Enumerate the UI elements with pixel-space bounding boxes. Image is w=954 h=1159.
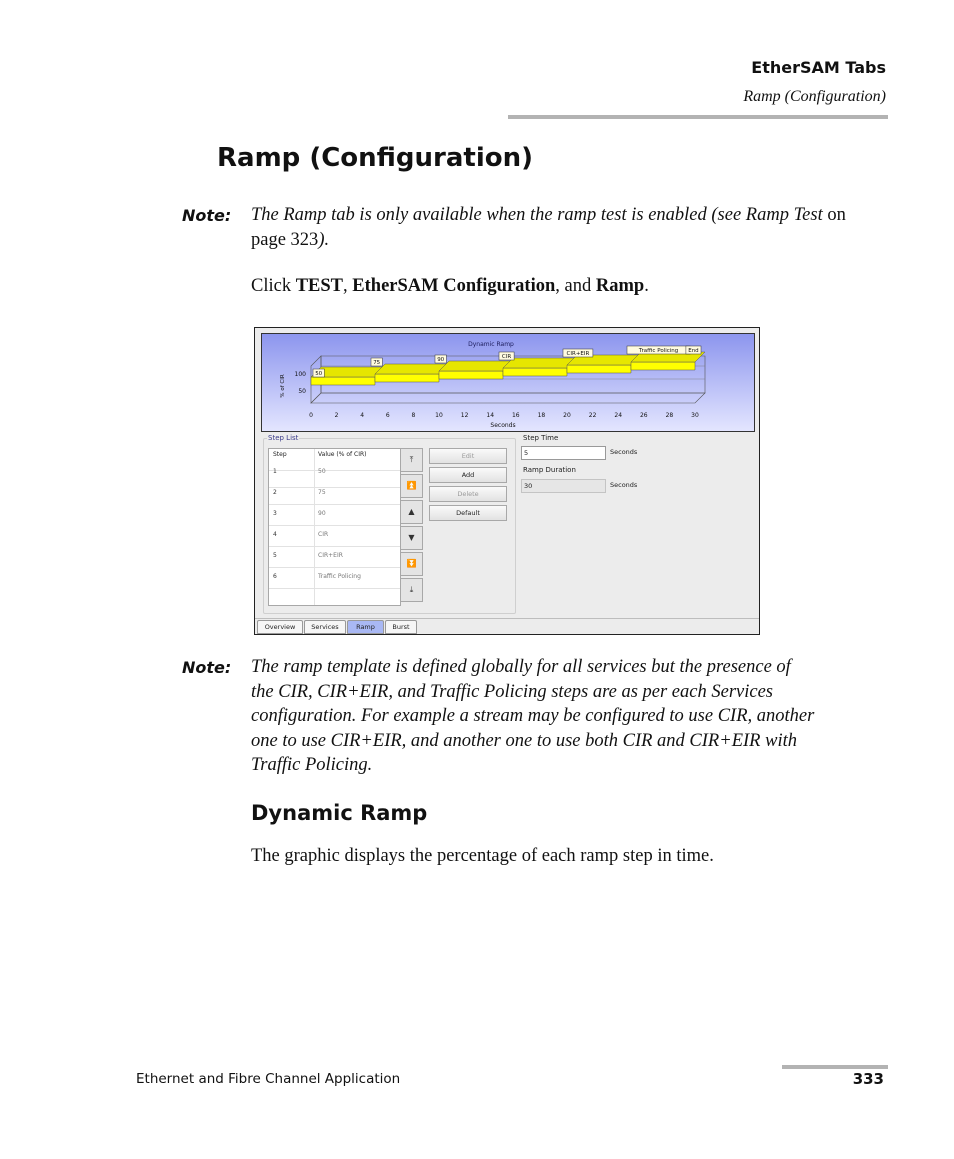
move-up-icon: ▲ (408, 507, 415, 516)
step-label: 75 (373, 360, 381, 366)
note-line: the CIR, CIR+EIR, and Traffic Policing steps are as per each Services (251, 681, 773, 702)
ramp-test-link[interactable]: Ramp Test (745, 205, 823, 225)
section-paragraph: The graphic displays the percentage of each ramp step in time. (251, 846, 714, 866)
tab-services[interactable]: Services (304, 620, 346, 634)
ramp-step-bar (375, 374, 439, 382)
instruction-config: EtherSAM Configuration (352, 276, 556, 296)
step-label: End (688, 348, 699, 354)
y-tick-label: 50 (298, 388, 306, 395)
note-text (251, 655, 891, 778)
edit-button[interactable]: Edit (429, 448, 507, 464)
add-button[interactable]: Add (429, 467, 507, 483)
chart-ylabel: % of CIR (280, 374, 286, 398)
move-bottom-button[interactable] (400, 578, 423, 602)
chart-title: Dynamic Ramp (468, 341, 514, 348)
page-number: 333 (852, 1070, 884, 1088)
x-tick-label: 22 (588, 412, 597, 419)
move-up-fast-button[interactable] (400, 474, 423, 498)
note-line: Traffic Policing. (251, 755, 373, 775)
instruction-sep: , (343, 276, 353, 296)
ramp-tab-screenshot (254, 327, 760, 635)
move-top-icon: ⤒ (409, 455, 414, 464)
tab-ramp[interactable]: Ramp (347, 620, 384, 634)
table-row[interactable] (269, 504, 400, 526)
instruction-text (251, 276, 649, 297)
step-time-input[interactable]: 5 (521, 446, 606, 460)
note-text-end: ). (318, 229, 330, 250)
value-cell: 90 (318, 510, 326, 517)
x-tick-label: 24 (614, 412, 623, 419)
step-label: Traffic Policing (638, 348, 679, 354)
move-top-button[interactable] (400, 448, 423, 472)
ramp-duration-label: Ramp Duration (523, 466, 576, 474)
header-section-title: Ramp (Configuration) (743, 88, 886, 105)
ramp-step-bar (631, 362, 695, 370)
x-tick-label: 2 (334, 412, 339, 419)
instruction-sep: , and (555, 276, 596, 296)
step-time-unit: Seconds (610, 448, 638, 456)
page-reference: on page 323 (251, 205, 846, 250)
tab-burst[interactable]: Burst (385, 620, 417, 634)
step-label: CIR (501, 354, 512, 360)
note-line: The ramp template is defined globally for all services but the presence of (251, 657, 791, 677)
step-cell: 5 (273, 552, 277, 559)
note-label: Note: (182, 206, 232, 225)
note-text (251, 203, 881, 252)
delete-button[interactable]: Delete (429, 486, 507, 502)
y-tick-label: 100 (294, 371, 306, 378)
x-tick-label: 16 (511, 412, 520, 419)
x-tick-label: 8 (411, 412, 416, 419)
header-chapter-title: EtherSAM Tabs (751, 58, 886, 77)
move-bottom-icon: ⤓ (409, 585, 414, 594)
move-down-icon: ▼ (408, 533, 415, 542)
tab-overview[interactable]: Overview (257, 620, 303, 634)
x-tick-label: 6 (385, 412, 390, 419)
step-label: 90 (437, 357, 445, 363)
table-row[interactable] (269, 483, 400, 505)
dynamic-ramp-chart (261, 333, 755, 432)
x-tick-label: 18 (537, 412, 546, 419)
footer-title: Ethernet and Fibre Channel Application (136, 1071, 401, 1087)
step-label: 50 (315, 371, 323, 377)
note-text-part: The Ramp tab is only available when the ramp test is enabled (see (251, 205, 746, 225)
ramp-duration-field: 30 (521, 479, 606, 493)
chart-xlabel: Seconds (490, 422, 516, 429)
value-cell: Traffic Policing (318, 573, 361, 580)
x-tick-label: 28 (665, 412, 674, 419)
step-cell: 4 (273, 531, 277, 538)
move-up-fast-icon: ⏫ (406, 481, 417, 490)
note-label: Note: (182, 658, 232, 677)
instruction-test: TEST (295, 276, 344, 296)
step-cell: 1 (273, 468, 277, 475)
ramp-step-bar-top (439, 361, 513, 371)
ramp-step-bar-top (375, 364, 449, 374)
value-cell: CIR (318, 531, 329, 538)
ramp-step-bar (503, 368, 567, 376)
x-tick-label: 14 (486, 412, 495, 419)
move-down-fast-button[interactable] (400, 552, 423, 576)
section-heading: Dynamic Ramp (251, 801, 428, 825)
step-cell: 3 (273, 510, 277, 517)
column-header-value: Value (% of CIR) (318, 451, 367, 458)
x-tick-label: 20 (563, 412, 571, 419)
page-title: Ramp (Configuration) (217, 143, 534, 173)
move-down-button[interactable] (400, 526, 423, 550)
move-down-fast-icon: ⏬ (406, 559, 417, 568)
default-button[interactable]: Default (429, 505, 507, 521)
x-tick-label: 12 (460, 412, 469, 419)
x-tick-label: 26 (639, 412, 648, 419)
ramp-step-bar (439, 371, 503, 379)
step-table[interactable] (268, 448, 401, 606)
step-cell: 2 (273, 489, 277, 496)
x-tick-label: 10 (435, 412, 443, 419)
header-rule (508, 115, 888, 119)
instruction-ramp: Ramp (595, 276, 645, 296)
x-tick-label: 4 (360, 412, 365, 419)
table-row[interactable] (269, 525, 400, 547)
value-cell: CIR+EIR (318, 552, 343, 559)
table-row[interactable] (269, 546, 400, 568)
step-list-legend: Step List (268, 434, 299, 442)
move-up-button[interactable] (400, 500, 423, 524)
instruction-click: Click (251, 276, 296, 296)
step-cell: 6 (273, 573, 277, 580)
x-tick-label: 0 (309, 412, 313, 419)
step-time-label: Step Time (523, 434, 559, 442)
tab-bar (255, 618, 759, 635)
ramp-step-bar (311, 377, 375, 385)
note-line: configuration. For example a stream may be configured to use CIR, another (251, 706, 815, 726)
x-tick-label: 30 (691, 412, 699, 419)
note-line: one to use CIR+EIR, and another one to use both CIR and CIR+EIR with (251, 730, 797, 751)
ramp-duration-unit: Seconds (610, 481, 638, 489)
instruction-end: . (644, 276, 649, 296)
value-cell: 75 (318, 489, 326, 496)
value-cell: 50 (318, 468, 326, 475)
footer-rule (782, 1065, 888, 1069)
ramp-step-bar (567, 365, 631, 373)
table-row[interactable] (269, 567, 400, 589)
step-label: CIR+EIR (566, 351, 590, 357)
column-header-step: Step (273, 451, 287, 458)
